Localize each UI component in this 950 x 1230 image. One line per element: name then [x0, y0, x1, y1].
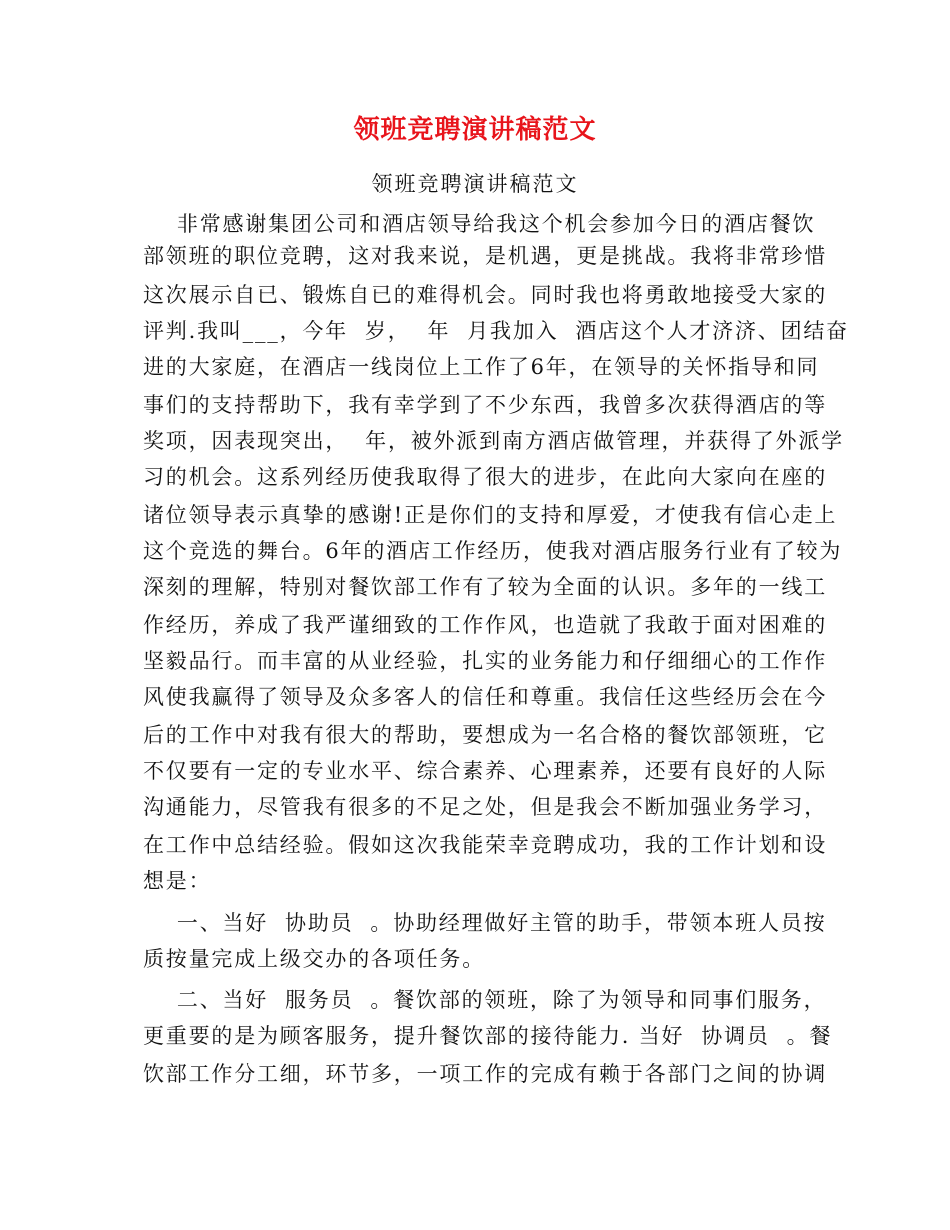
body-line: 饮部工作分工细，环节多，一项工作的完成有赖于各部门之间的协调 — [143, 1062, 827, 1086]
body-line: 这个竞选的舞台。6年的酒店工作经历，使我对酒店服务行业有了较为 — [143, 539, 843, 563]
body-line: 沟通能力，尽管我有很多的不足之处，但是我会不断加强业务学习， — [143, 795, 827, 819]
body-line: 评判.我叫___，今年 岁， 年 月我加入 酒店这个人才济济、团结奋 — [143, 319, 849, 343]
body-line: 事们的支持帮助下，我有幸学到了不少东西，我曾多次获得酒店的等 — [143, 393, 827, 417]
body-line: 想是： — [143, 869, 212, 893]
body-line: 习的机会。这系列经历使我取得了很大的进步，在此向大家向在座的 — [143, 465, 827, 489]
body-line: 这次展示自已、锻炼自已的难得机会。同时我也将勇敢地接受大家的 — [143, 283, 827, 307]
body-line: 诸位领导表示真挚的感谢!正是你们的支持和厚爱，才使我有信心走上 — [143, 503, 838, 527]
body-line: 后的工作中对我有很大的帮助，要想成为一名合格的餐饮部领班，它 — [143, 723, 827, 747]
body-line: 二、当好 服务员 。餐饮部的领班，除了为领导和同事们服务， — [143, 988, 827, 1012]
body-line: 质按量完成上级交办的各项任务。 — [143, 947, 485, 971]
body-line: 非常感谢集团公司和酒店领导给我这个机会参加今日的酒店餐饮 — [143, 212, 816, 236]
body-line: 一、当好 协助员 。协助经理做好主管的助手，带领本班人员按 — [143, 911, 827, 935]
document-title: 领班竞聘演讲稿范文 — [353, 115, 597, 145]
body-line: 风使我赢得了领导及众多客人的信任和尊重。我信任这些经历会在今 — [143, 685, 827, 709]
document-subtitle: 领班竞聘演讲稿范文 — [371, 172, 579, 196]
body-line: 更重要的是为顾客服务，提升餐饮部的接待能力. 当好 协调员 。餐 — [143, 1024, 833, 1048]
body-line: 深刻的理解，特别对餐饮部工作有了较为全面的认识。多年的一线工 — [143, 575, 827, 599]
body-line: 不仅要有一定的专业水平、综合素养、心理素养，还要有良好的人际 — [143, 759, 827, 783]
body-line: 坚毅品行。而丰富的从业经验，扎实的业务能力和仔细细心的工作作 — [143, 649, 827, 673]
body-line: 奖项，因表现突出， 年，被外派到南方酒店做管理，并获得了外派学 — [143, 429, 844, 453]
body-line: 进的大家庭，在酒店一线岗位上工作了6年，在领导的关怀指导和同 — [143, 355, 820, 379]
body-line: 部领班的职位竞聘，这对我来说，是机遇，更是挑战。我将非常珍惜 — [143, 244, 827, 268]
body-line: 作经历，养成了我严谨细致的工作作风，也造就了我敢于面对困难的 — [143, 613, 827, 637]
body-line: 在工作中总结经验。假如这次我能荣幸竞聘成功，我的工作计划和设 — [143, 833, 827, 857]
